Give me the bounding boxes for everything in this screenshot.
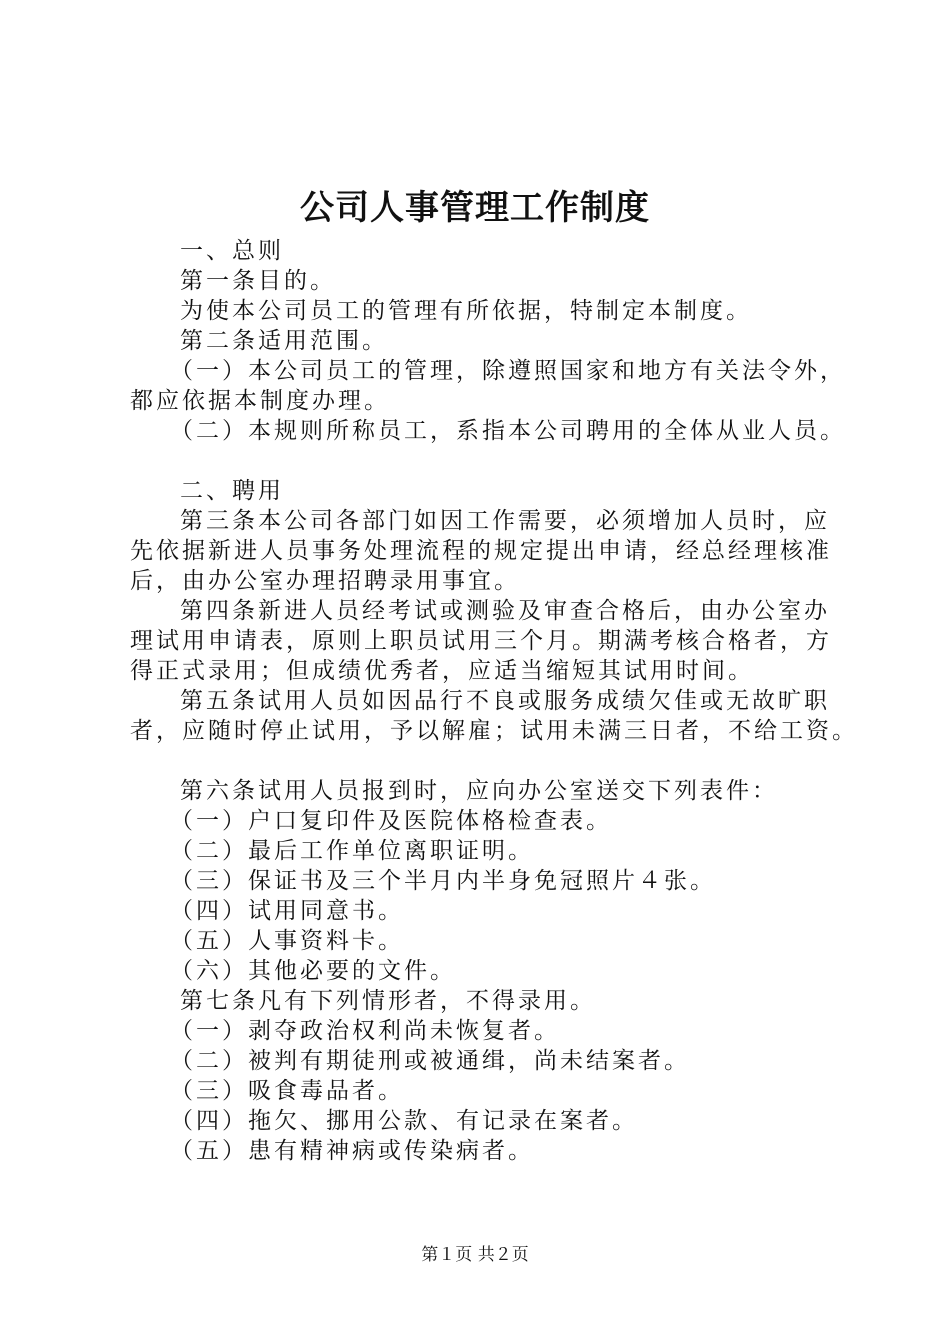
article-7-item-1: （一）剥夺政治权利尚未恢复者。 xyxy=(170,1018,560,1044)
document-title: 公司人事管理工作制度 xyxy=(300,188,650,228)
page-number-footer: 第１页 共２页 xyxy=(421,1245,529,1265)
article-6-item-1: （一）户口复印件及医院体格检查表。 xyxy=(170,808,612,834)
article-5-line-2: 者，应随时停止试用，予以解雇；试用未满三日者，不给工资。 xyxy=(130,718,858,744)
article-6-item-6: （六）其他必要的文件。 xyxy=(170,958,456,984)
article-7-item-2: （二）被判有期徒刑或被通缉，尚未结案者。 xyxy=(170,1048,690,1074)
article-2-item-2: （二）本规则所称员工，系指本公司聘用的全体从业人员。 xyxy=(170,418,846,444)
article-7-item-4: （四）拖欠、挪用公款、有记录在案者。 xyxy=(170,1108,638,1134)
article-7-item-3: （三）吸食毒品者。 xyxy=(170,1078,404,1104)
article-2-item-1-line-2: 都应依据本制度办理。 xyxy=(130,388,390,414)
article-4-line-3: 得正式录用；但成绩优秀者，应适当缩短其试用时间。 xyxy=(130,658,754,684)
paragraph-gap xyxy=(130,446,850,476)
article-7-item-5: （五）患有精神病或传染病者。 xyxy=(170,1138,534,1164)
article-1-text: 为使本公司员工的管理有所依据，特制定本制度。 xyxy=(180,298,752,324)
article-2-item-1-line-1: （一）本公司员工的管理，除遵照国家和地方有关法令外， xyxy=(170,358,846,384)
paragraph-gap xyxy=(130,746,850,776)
article-6-item-5: （五）人事资料卡。 xyxy=(170,928,404,954)
section-heading-general: 一、总则 xyxy=(180,238,284,264)
article-3-line-3: 后，由办公室办理招聘录用事宜。 xyxy=(130,568,520,594)
article-3-line-2: 先依据新进人员事务处理流程的规定提出申请，经总经理核准 xyxy=(130,538,832,564)
article-4-line-2: 理试用申请表，原则上职员试用三个月。期满考核合格者，方 xyxy=(130,628,832,654)
article-2-heading: 第二条适用范围。 xyxy=(180,328,388,354)
article-3-line-1: 第三条本公司各部门如因工作需要，必须增加人员时，应 xyxy=(180,508,830,534)
article-5-line-1: 第五条试用人员如因品行不良或服务成绩欠佳或无故旷职 xyxy=(180,688,830,714)
article-7-heading: 第七条凡有下列情形者，不得录用。 xyxy=(180,988,596,1014)
article-4-line-1: 第四条新进人员经考试或测验及审查合格后，由办公室办 xyxy=(180,598,830,624)
article-6-item-3: （三）保证书及三个半月内半身免冠照片４张。 xyxy=(170,868,716,894)
article-6-item-2: （二）最后工作单位离职证明。 xyxy=(170,838,534,864)
article-6-heading: 第六条试用人员报到时，应向办公室送交下列表件： xyxy=(180,778,778,804)
document-body xyxy=(130,236,858,1166)
article-1-heading: 第一条目的。 xyxy=(180,268,336,294)
section-heading-hiring: 二、聘用 xyxy=(180,478,284,504)
article-6-item-4: （四）试用同意书。 xyxy=(170,898,404,924)
